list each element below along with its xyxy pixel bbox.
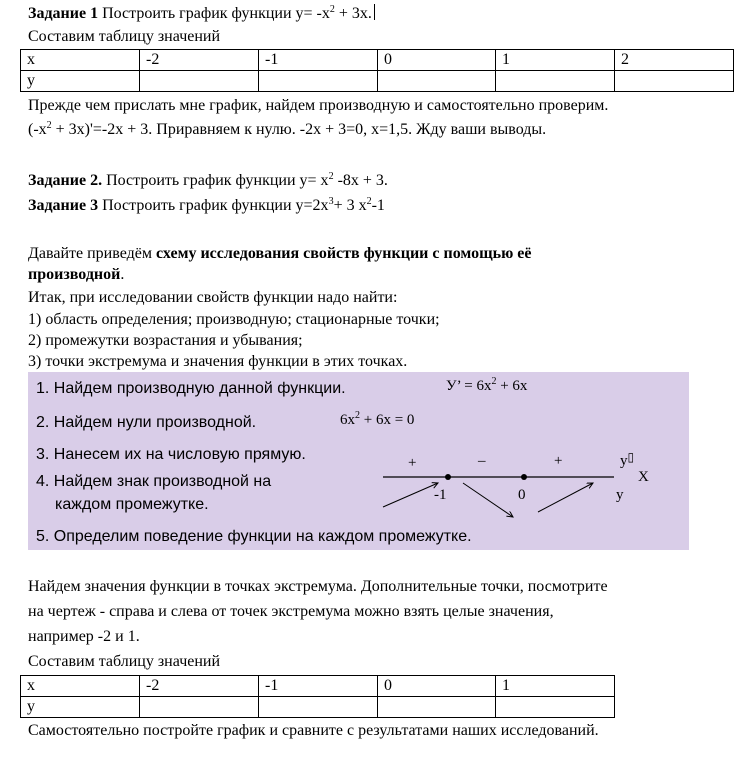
scheme-step-5: 5. Определим поведение функции на каждом промежутке. xyxy=(36,528,472,545)
critical-point-1 xyxy=(445,474,451,480)
table-cell xyxy=(259,71,378,92)
task1-text-end: + 3x. xyxy=(334,5,372,22)
table-cell: -1 xyxy=(259,50,378,71)
para1-l2sup: 2 xyxy=(46,120,52,131)
task1-text: Построить график функции у= -x xyxy=(98,5,330,22)
decrease-arrow xyxy=(463,483,513,517)
table-cell: -2 xyxy=(140,676,259,697)
task2-label: Задание 2. xyxy=(28,172,103,189)
para1-line1: Прежде чем прислать мне график, найдем производную и самостоятельно проверим. xyxy=(28,97,609,114)
intro-line1 xyxy=(28,244,532,264)
list-lead: Итак, при исследовании свойств функции надо найти: xyxy=(28,289,398,306)
table-cell xyxy=(140,71,259,92)
table-cell xyxy=(259,697,378,718)
values-table-1 xyxy=(20,49,734,92)
table-cell xyxy=(496,71,615,92)
task3-text-mid: + 3 x xyxy=(333,197,367,214)
list-item-3: 3) точки экстремума и значения функции в этих точках. xyxy=(28,353,408,370)
table-cell xyxy=(496,697,615,718)
table-cell: -2 xyxy=(140,50,259,71)
x-axis-label: X xyxy=(638,469,649,485)
para2-line3: например -2 и 1. xyxy=(28,628,140,645)
increase-arrow-right xyxy=(538,483,593,512)
scheme-step-2: 2. Найдем нули производной. xyxy=(36,414,257,431)
derivative-formula xyxy=(446,378,527,395)
task3-text-end: -1 xyxy=(371,197,385,214)
table-cell: -1 xyxy=(259,676,378,697)
table-cell: 1 xyxy=(496,50,615,71)
deriv-sup: 2 xyxy=(491,376,497,387)
task2-text: Построить график функции у= x xyxy=(102,172,329,189)
table-cell: 0 xyxy=(378,676,496,697)
task2-line xyxy=(28,171,388,191)
table-cell xyxy=(378,71,496,92)
critical-point-2 xyxy=(521,474,527,480)
deriv-b: + 6x xyxy=(496,378,528,394)
number-line-diagram xyxy=(378,447,678,519)
table-cell: x xyxy=(21,50,140,71)
final-line: Самостоятельно постройте график и сравните с результатами наших исследований. xyxy=(28,722,599,739)
table-cell xyxy=(140,697,259,718)
point-label-zero: 0 xyxy=(518,487,526,503)
intro-line2 xyxy=(28,265,124,285)
zeros-a: 6x xyxy=(340,412,355,428)
table-cell: y xyxy=(21,71,140,92)
para2-line1: Найдем значения функции в точках экстремума. Дополнительные точки, посмотрите xyxy=(28,578,608,595)
task2-text-end: -8x + 3. xyxy=(333,172,388,189)
task3-sup1: 3 xyxy=(328,196,334,207)
values-table-2 xyxy=(20,675,615,718)
zeros-sup: 2 xyxy=(355,410,360,421)
para1-l2a: (-x xyxy=(28,121,47,138)
sign-plus-2: + xyxy=(554,453,563,469)
task3-sup2: 2 xyxy=(366,196,372,207)
task3-label: Задание 3 xyxy=(28,197,99,214)
derivative-scheme-box xyxy=(28,372,689,550)
table-row xyxy=(21,71,734,92)
list-item-1: 1) область определения; производную; стационарные точки; xyxy=(28,311,440,328)
intro-bold2: производной xyxy=(28,266,121,283)
zeros-equation xyxy=(340,412,414,429)
derivative-label: у▯ xyxy=(620,450,635,469)
para2-line2: на чертеж - справа и слева от точек экстремума можно взять целые значения, xyxy=(28,603,554,620)
scheme-step-3: 3. Нанесем их на числовую прямую. xyxy=(36,446,306,463)
table-cell xyxy=(378,697,496,718)
task3-text: Построить график функции у=2x xyxy=(98,197,329,214)
task1-label: Задание 1 xyxy=(28,5,99,22)
task1-line xyxy=(28,4,375,24)
table-row xyxy=(21,50,734,71)
text-cursor xyxy=(374,4,375,20)
increase-arrow-left xyxy=(383,483,438,507)
point-label-neg1: -1 xyxy=(434,487,447,503)
deriv-a: У’ = 6x xyxy=(446,378,492,394)
list-item-2: 2) промежутки возрастания и убывания; xyxy=(28,332,303,349)
sign-plus-1: + xyxy=(408,455,417,471)
intro-pre: Давайте приведём xyxy=(28,245,156,262)
function-label: у xyxy=(616,487,624,503)
intro-post: . xyxy=(120,266,125,283)
table-row xyxy=(21,676,615,697)
table1-caption: Составим таблицу значений xyxy=(28,28,221,45)
zeros-b: + 6x = 0 xyxy=(360,412,415,428)
table-cell: 2 xyxy=(615,50,734,71)
scheme-step-1: 1. Найдем производную данной функции. xyxy=(36,380,346,397)
task1-sup: 2 xyxy=(329,4,335,15)
task2-sup: 2 xyxy=(328,171,334,182)
table-cell: x xyxy=(21,676,140,697)
table-cell: 0 xyxy=(378,50,496,71)
table-row xyxy=(21,697,615,718)
table-cell: y xyxy=(21,697,140,718)
sign-minus: – xyxy=(478,453,486,469)
scheme-step-4a: 4. Найдем знак производной на xyxy=(36,473,272,490)
para1-line2 xyxy=(28,120,546,140)
table2-caption: Составим таблицу значений xyxy=(28,653,221,670)
scheme-step-4b: каждом промежутке. xyxy=(55,496,209,513)
intro-bold1: схему исследования свойств функции с помощью её xyxy=(155,245,532,262)
task3-line xyxy=(28,196,385,216)
table-cell xyxy=(615,71,734,92)
table-cell: 1 xyxy=(496,676,615,697)
para1-l2b: + 3x)'=-2x + 3. Приравняем к нулю. -2x + 3=0, x=1,5. Жду ваши выводы. xyxy=(51,121,547,138)
